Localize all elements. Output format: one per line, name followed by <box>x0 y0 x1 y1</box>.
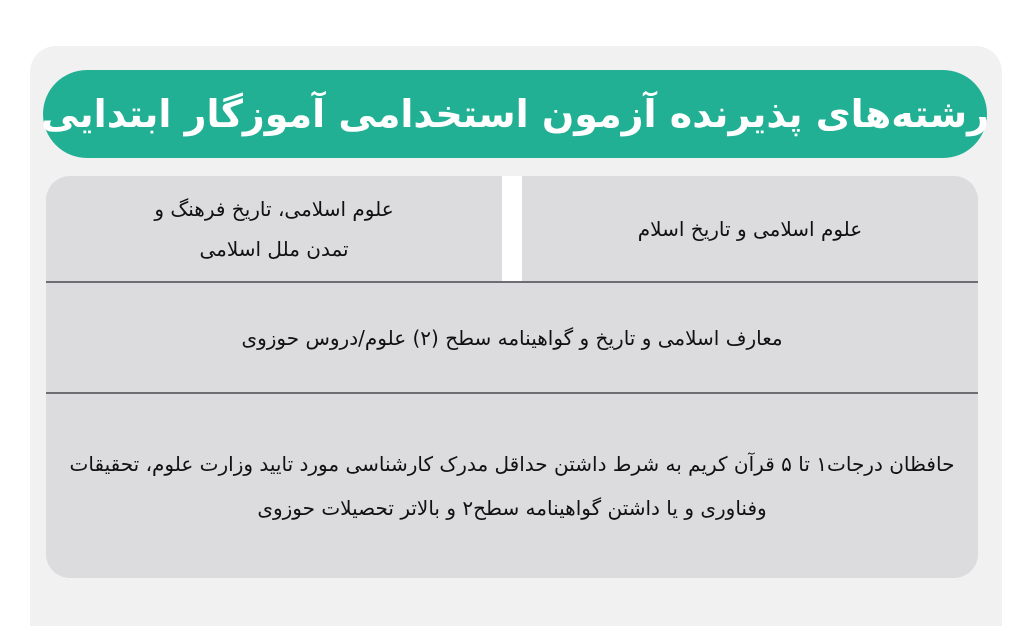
table-cell-left <box>46 176 502 281</box>
cell-text: علوم اسلامی و تاریخ اسلام <box>637 216 863 241</box>
fields-table <box>46 176 978 578</box>
column-divider <box>502 176 522 281</box>
page-title: رشته‌های پذیرنده آزمون استخدامی آموزگار ابتدایی <box>40 92 990 136</box>
title-banner <box>40 70 990 158</box>
table-row <box>46 394 978 578</box>
cell-text: حافظان درجات۱ تا ۵ قرآن کریم به شرط داشتن حداقل مدرک کارشناسی مورد تایید وزارت علوم، تحقیقات وفناوری و یا داشتن گواهینامه سطح۲ و بالاتر تحصیلات حوزوی <box>69 452 955 520</box>
table-row <box>46 176 978 281</box>
table-row <box>46 283 978 392</box>
table-cell-right <box>522 176 978 281</box>
cell-text: معارف اسلامی و تاریخ و گواهینامه سطح (۲) علوم/دروس حوزوی <box>241 325 783 350</box>
cell-text: علوم اسلامی، تاریخ فرهنگ و تمدن ملل اسلامی <box>154 196 394 261</box>
